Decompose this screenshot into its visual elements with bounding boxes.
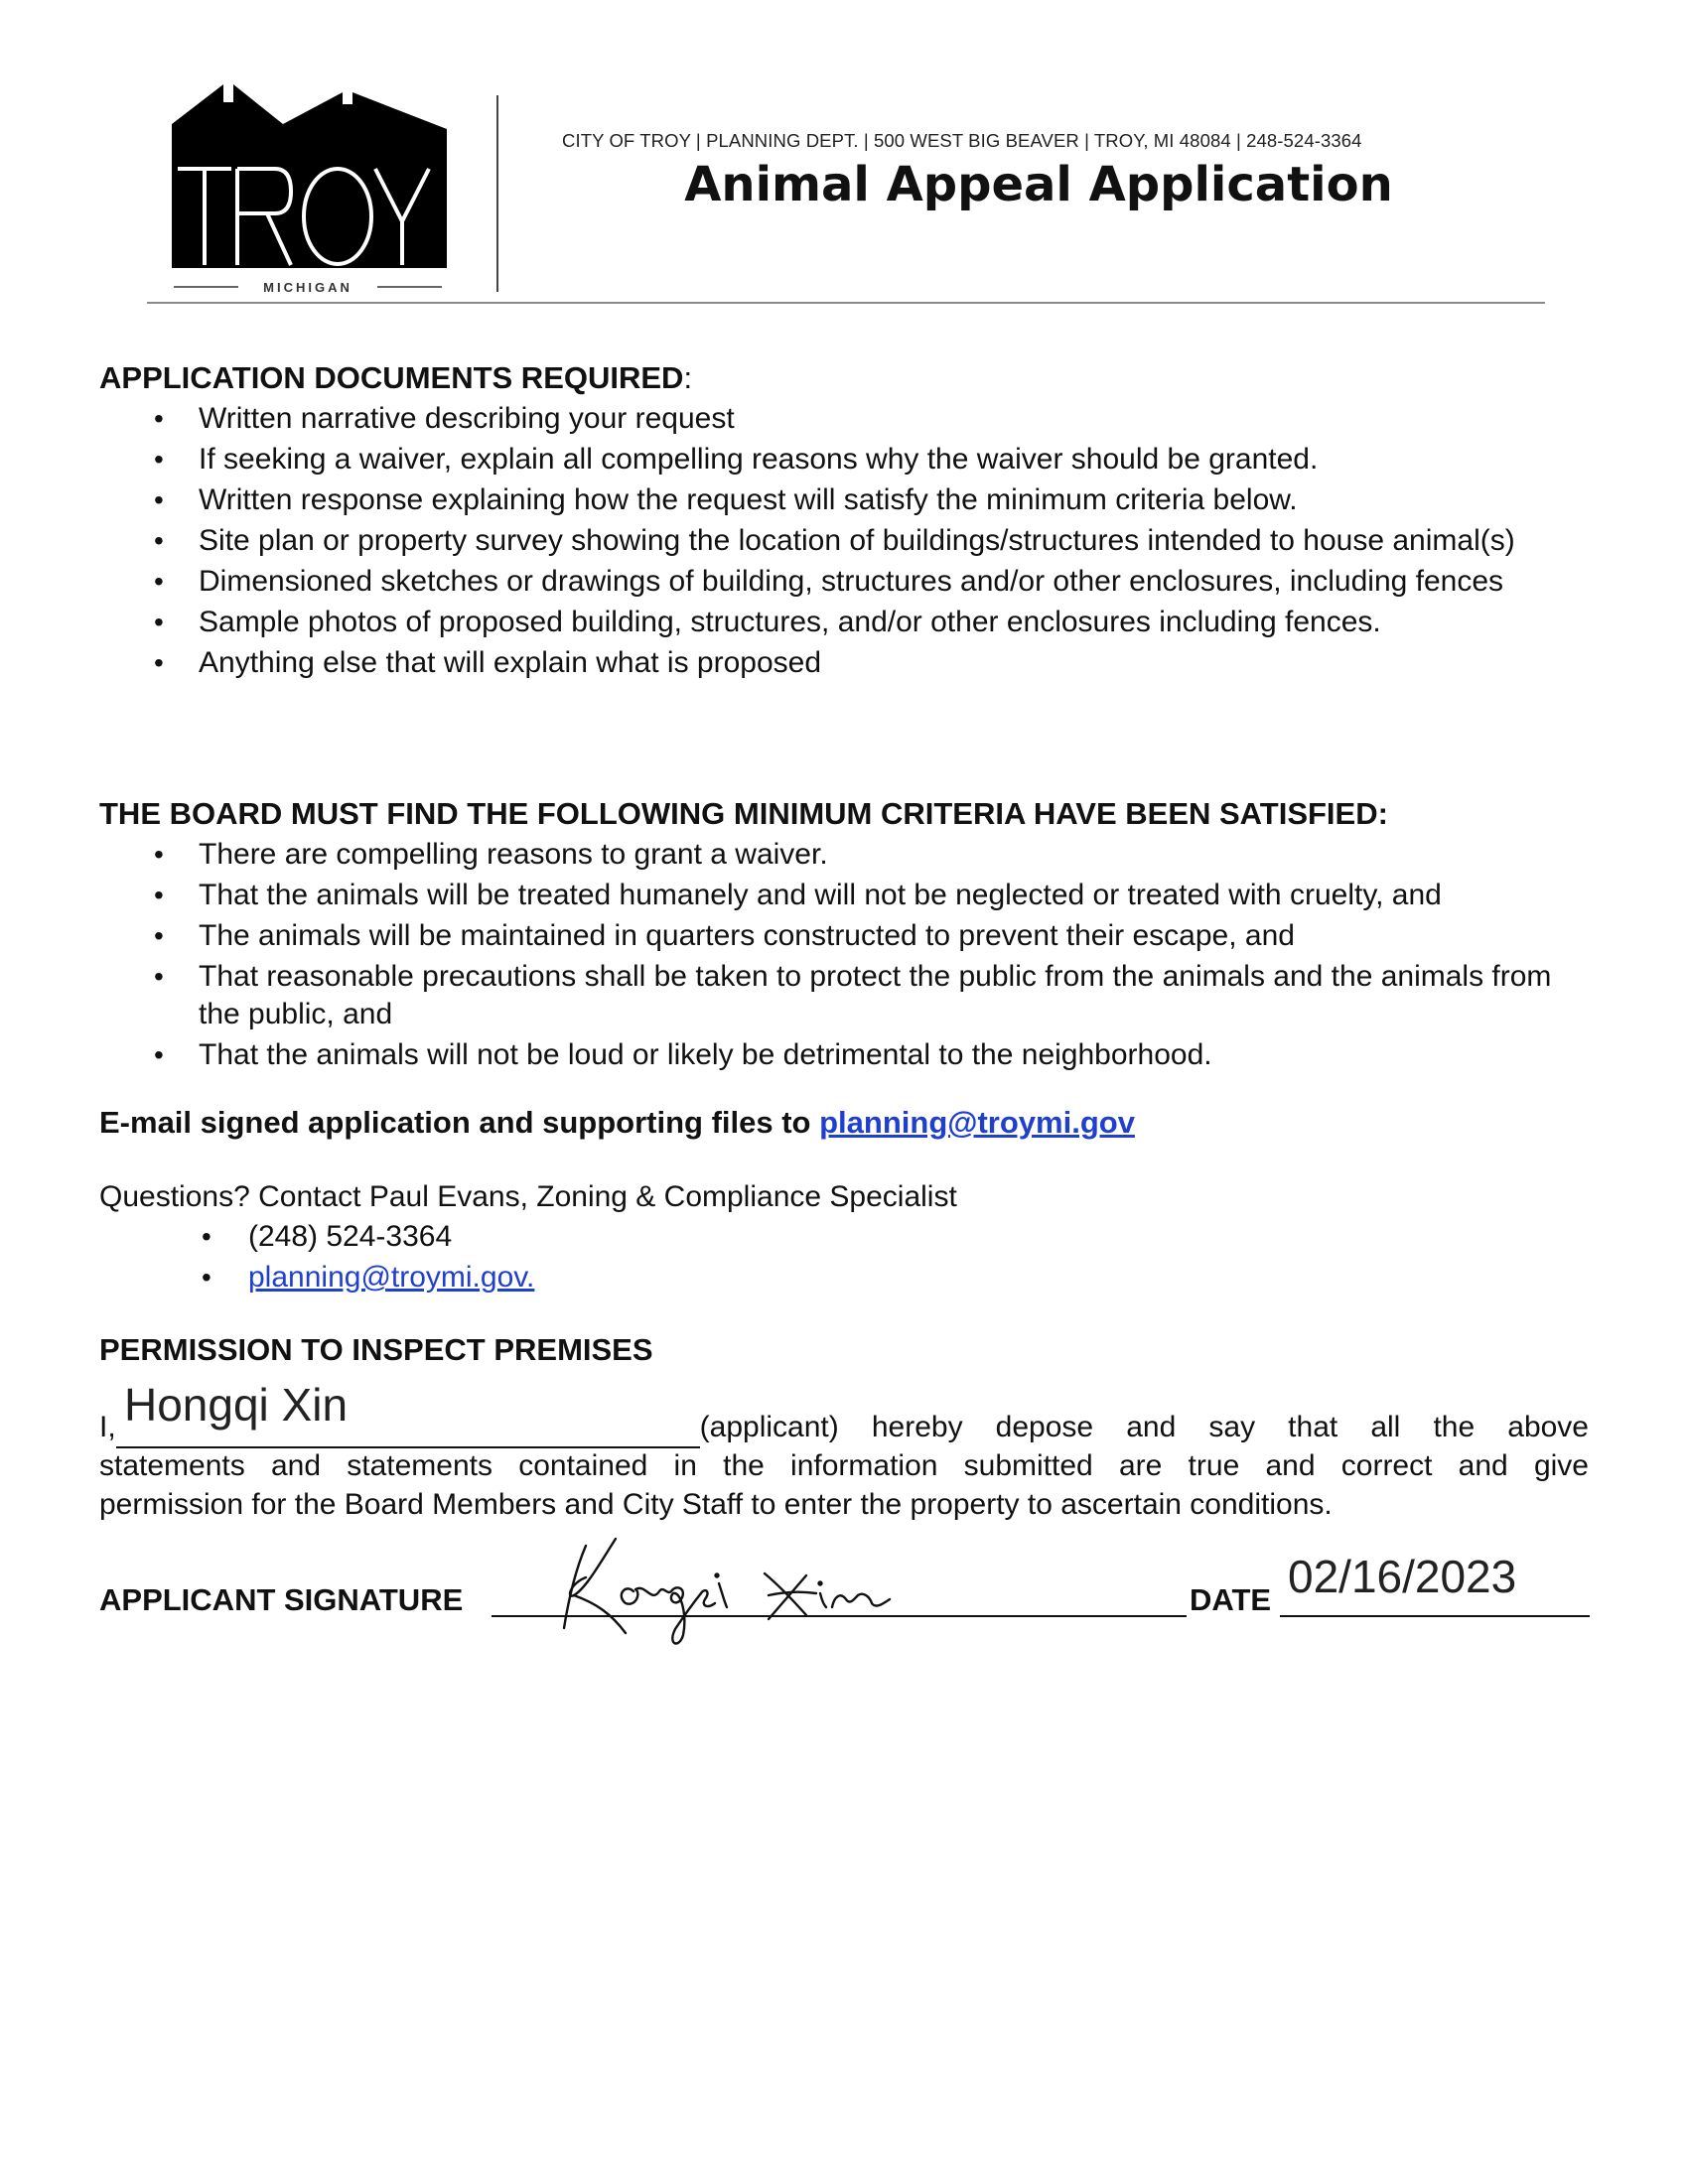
- contact-email-item: [99, 1259, 1589, 1297]
- header-divider: [496, 95, 498, 292]
- questions-text: Questions? Contact Paul Evans, Zoning & Compliance Specialist: [99, 1180, 957, 1213]
- documents-heading-suffix: :: [683, 360, 693, 395]
- permission-heading: PERMISSION TO INSPECT PREMISES: [99, 1332, 653, 1367]
- contact-list: [99, 1218, 1589, 1299]
- contact-phone: • (248) 524-3364: [99, 1218, 1589, 1256]
- permission-line-3: permission for the Board Members and City Staff to enter the property to ascertain conditions.: [99, 1488, 1333, 1521]
- email-instruction-text: E-mail signed application and supporting files to: [99, 1105, 820, 1140]
- documents-heading-text: APPLICATION DOCUMENTS REQUIRED: [99, 360, 684, 395]
- list-item: • There are compelling reasons to grant a waiver.: [99, 836, 1589, 874]
- planning-email-link[interactable]: planning@troymi.gov: [819, 1105, 1135, 1140]
- list-item: • That the animals will not be loud or likely be detrimental to the neighborhood.: [99, 1036, 1589, 1074]
- email-instruction: [99, 1105, 1135, 1141]
- list-item: • Dimensioned sketches or drawings of building, structures and/or other enclosures, including fences: [99, 563, 1589, 601]
- handwritten-signature: [556, 1534, 953, 1653]
- list-item: • Sample photos of proposed building, structures, and/or other enclosures including fences.: [99, 604, 1589, 641]
- documents-list: [99, 400, 1589, 685]
- permission-prefix: I,: [99, 1411, 116, 1443]
- date-label: DATE: [1190, 1582, 1272, 1617]
- list-item: • If seeking a waiver, explain all compelling reasons why the waiver should be granted.: [99, 441, 1589, 478]
- permission-line-1-rest: (applicant) hereby depose and say that all the above: [699, 1411, 1589, 1443]
- list-item: • Anything else that will explain what is proposed: [99, 644, 1589, 682]
- page-title: Animal Appeal Application: [684, 157, 1393, 212]
- svg-text:MICHIGAN: MICHIGAN: [263, 280, 352, 295]
- list-item: • That the animals will be treated humanely and will not be neglected or treated with cruelty, and: [99, 877, 1589, 914]
- applicant-name-field[interactable]: Hongqi Xin: [124, 1379, 349, 1431]
- contact-email-link[interactable]: planning@troymi.gov.: [248, 1261, 535, 1294]
- list-item: • Written response explaining how the request will satisfy the minimum criteria below.: [99, 481, 1589, 519]
- date-field[interactable]: 02/16/2023: [1288, 1551, 1517, 1602]
- troy-logo: [164, 84, 452, 298]
- criteria-heading: THE BOARD MUST FIND THE FOLLOWING MINIMUM CRITERIA HAVE BEEN SATISFIED:: [99, 796, 1388, 831]
- list-item: • Written narrative describing your request: [99, 400, 1589, 438]
- permission-line-1: [99, 1408, 1589, 1448]
- header-address: CITY OF TROY | PLANNING DEPT. | 500 WEST BIG BEAVER | TROY, MI 48084 | 248-524-3364: [562, 130, 1362, 151]
- list-item: • Site plan or property survey showing the location of buildings/structures intended to house animal(s): [99, 522, 1589, 560]
- documents-heading: [99, 360, 692, 396]
- list-item: • The animals will be maintained in quarters constructed to prevent their escape, and: [99, 917, 1589, 955]
- criteria-list: [99, 836, 1589, 1077]
- header-rule: [147, 302, 1545, 304]
- applicant-name-blank: [116, 1408, 700, 1448]
- permission-line-2: statements and statements contained in the information submitted are true and correct and give: [99, 1449, 1589, 1482]
- list-item: • That reasonable precautions shall be taken to protect the public from the animals and the animals from the public, and: [99, 958, 1589, 1033]
- signature-label: APPLICANT SIGNATURE: [99, 1582, 464, 1617]
- date-line: [1280, 1615, 1590, 1617]
